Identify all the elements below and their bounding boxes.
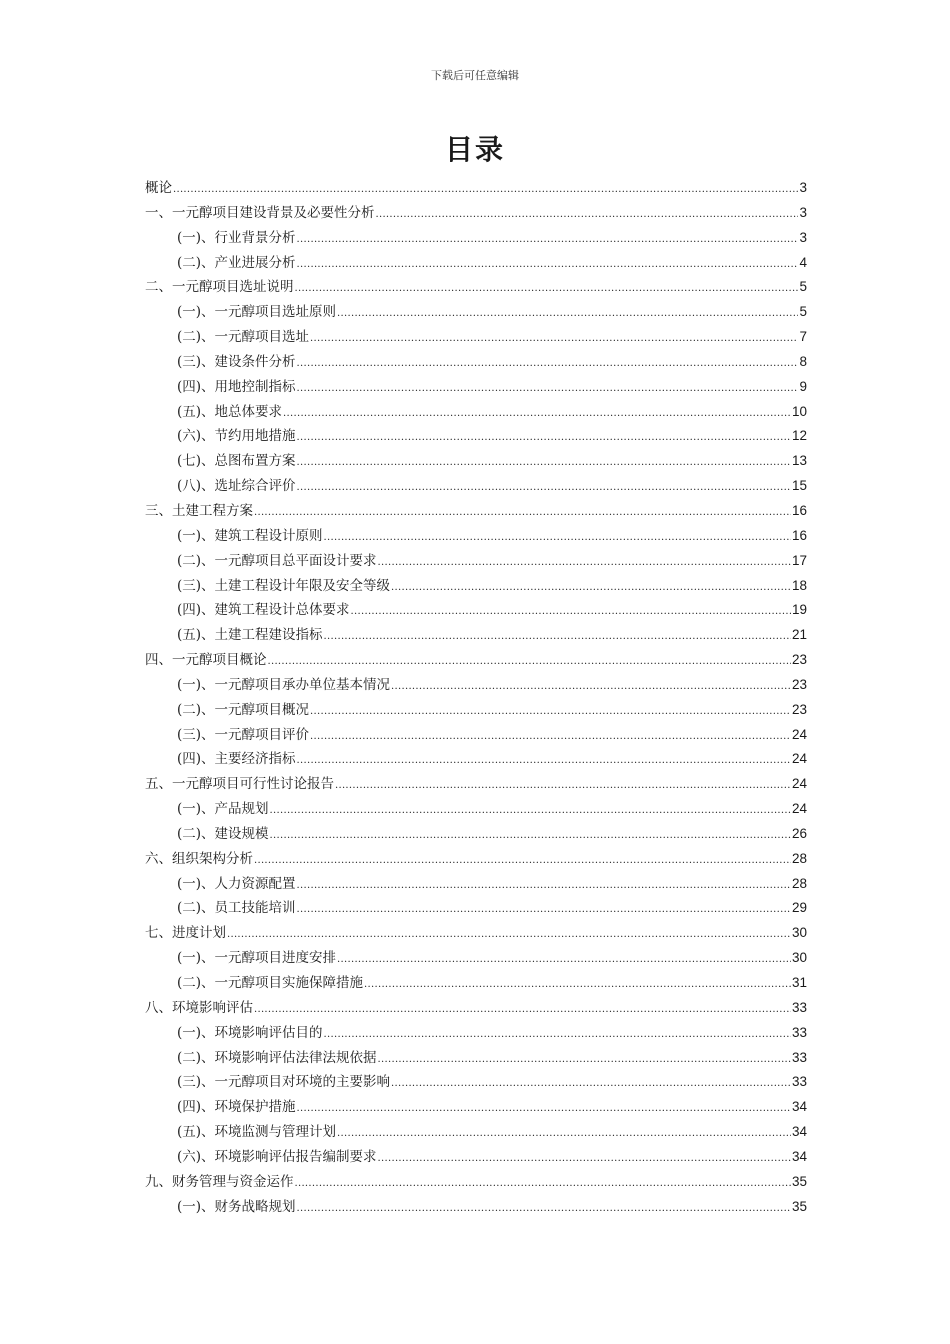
toc-entry[interactable] (145, 549, 807, 574)
toc-entry-label: 一、一元醇项目建设背景及必要性分析 (145, 204, 375, 221)
toc-entry-label: 七、进度计划 (145, 925, 226, 942)
toc-entry[interactable] (145, 996, 807, 1021)
toc-entry-page-number: 26 (791, 825, 807, 841)
toc-entry-label: (四)、环境保护措施 (177, 1099, 296, 1116)
toc-entry-page-number: 13 (791, 453, 807, 469)
toc-entry[interactable] (145, 971, 807, 996)
toc-entry-page-number: 34 (791, 1099, 807, 1115)
toc-entry[interactable] (145, 723, 807, 748)
download-note: 下载后可任意编辑 (431, 69, 519, 82)
toc-entry-page-number: 4 (799, 254, 807, 270)
toc-entry-label: (二)、建设规模 (177, 825, 269, 842)
toc-entry[interactable] (145, 251, 807, 276)
toc-entry-label: 概论 (145, 180, 172, 196)
toc-entry-page-number: 34 (791, 1124, 807, 1140)
toc-entry-label: (四)、主要经济指标 (177, 751, 296, 768)
dot-leader (254, 996, 791, 1023)
toc-entry-page-number: 23 (791, 676, 807, 692)
toc-entry-label: (一)、人力资源配置 (177, 875, 296, 892)
dot-leader (297, 226, 799, 253)
toc-entry[interactable] (145, 648, 807, 673)
toc-entry-label: 六、组织架构分析 (145, 850, 253, 867)
toc-entry-page-number: 24 (791, 726, 807, 742)
dot-leader (310, 698, 791, 725)
toc-entry[interactable] (145, 921, 807, 946)
toc-entry[interactable] (145, 325, 807, 350)
toc-entry[interactable] (145, 872, 807, 897)
toc-entry-page-number: 24 (791, 776, 807, 792)
toc-entry[interactable] (145, 822, 807, 847)
toc-entry-label: 二、一元醇项目选址说明 (145, 279, 294, 296)
table-of-contents (145, 176, 807, 1219)
toc-entry-page-number: 18 (791, 577, 807, 593)
dot-leader (297, 747, 791, 774)
toc-entry-label: 四、一元醇项目概论 (145, 652, 267, 669)
toc-entry-label: (一)、一元醇项目选址原则 (177, 304, 337, 321)
dot-leader (337, 300, 798, 327)
toc-entry[interactable] (145, 400, 807, 425)
toc-entry-page-number: 16 (791, 502, 807, 518)
toc-entry-page-number: 33 (791, 1074, 807, 1090)
toc-entry-page-number: 34 (791, 1148, 807, 1164)
toc-entry[interactable] (145, 574, 807, 599)
toc-entry[interactable] (145, 1021, 807, 1046)
dot-leader (297, 872, 791, 899)
toc-entry-label: (七)、总图布置方案 (177, 453, 296, 470)
toc-entry-page-number: 7 (799, 329, 807, 345)
toc-entry-page-number: 17 (791, 552, 807, 568)
dot-leader (254, 499, 791, 526)
toc-entry-page-number: 23 (791, 652, 807, 668)
toc-entry-label: (六)、节约用地措施 (177, 428, 296, 445)
dot-leader (268, 648, 791, 675)
dot-leader (297, 449, 791, 476)
toc-entry[interactable] (145, 176, 807, 201)
toc-entry-label: (二)、环境影响评估法律法规依据 (177, 1049, 377, 1066)
toc-entry-page-number: 10 (791, 403, 807, 419)
toc-entry[interactable] (145, 350, 807, 375)
dot-leader (297, 474, 791, 501)
toc-entry-label: (三)、一元醇项目评价 (177, 726, 310, 743)
dot-leader (297, 1095, 791, 1122)
toc-entry[interactable] (145, 1145, 807, 1170)
toc-entry[interactable] (145, 946, 807, 971)
page-title: 目录 (444, 133, 505, 166)
toc-entry-label: (六)、环境影响评估报告编制要求 (177, 1148, 377, 1165)
toc-entry[interactable] (145, 1046, 807, 1071)
toc-entry-label: 九、财务管理与资金运作 (145, 1173, 294, 1190)
toc-entry-page-number: 23 (791, 701, 807, 717)
toc-entry[interactable] (145, 1095, 807, 1120)
toc-entry-page-number: 24 (791, 801, 807, 817)
toc-entry[interactable] (145, 1195, 807, 1220)
dot-leader (391, 1070, 791, 1097)
dot-leader (297, 251, 799, 278)
toc-entry[interactable] (145, 623, 807, 648)
dot-leader (297, 896, 791, 923)
toc-entry[interactable] (145, 673, 807, 698)
dot-leader (337, 1120, 791, 1147)
toc-entry-page-number: 28 (791, 875, 807, 891)
dot-leader (295, 275, 799, 302)
toc-entry-label: (八)、选址综合评价 (177, 478, 296, 495)
toc-entry[interactable] (145, 275, 807, 300)
dot-leader (376, 201, 799, 228)
toc-entry[interactable] (145, 598, 807, 623)
dot-leader (391, 574, 791, 601)
dot-leader (270, 797, 791, 824)
toc-entry-label: (二)、产业进展分析 (177, 254, 296, 271)
toc-entry-label: (一)、一元醇项目承办单位基本情况 (177, 676, 391, 693)
toc-entry-page-number: 8 (799, 353, 807, 369)
toc-entry[interactable] (145, 499, 807, 524)
toc-entry-page-number: 30 (791, 925, 807, 941)
dot-leader (351, 598, 791, 625)
dot-leader (310, 723, 791, 750)
dot-leader (297, 350, 799, 377)
dot-leader (378, 1145, 791, 1172)
dot-leader (335, 772, 791, 799)
toc-entry[interactable] (145, 797, 807, 822)
dot-leader (297, 375, 799, 402)
toc-entry[interactable] (145, 300, 807, 325)
toc-entry-label: (二)、一元醇项目概况 (177, 701, 310, 718)
toc-entry-page-number: 15 (791, 478, 807, 494)
dot-leader (254, 847, 791, 874)
toc-entry-page-number: 29 (791, 900, 807, 916)
toc-entry-label: (一)、建筑工程设计原则 (177, 527, 323, 544)
toc-entry[interactable] (145, 449, 807, 474)
toc-entry-label: 五、一元醇项目可行性讨论报告 (145, 776, 334, 793)
toc-entry-label: (一)、环境影响评估目的 (177, 1024, 323, 1041)
dot-leader (310, 325, 798, 352)
dot-leader (227, 921, 791, 948)
toc-entry-page-number: 19 (791, 602, 807, 618)
dot-leader (297, 1195, 791, 1222)
toc-entry-label: 八、环境影响评估 (145, 999, 253, 1016)
toc-entry-label: (三)、一元醇项目对环境的主要影响 (177, 1074, 391, 1091)
toc-entry-label: (二)、一元醇项目总平面设计要求 (177, 552, 377, 569)
toc-entry[interactable] (145, 201, 807, 226)
dot-leader (173, 176, 798, 203)
toc-entry[interactable] (145, 747, 807, 772)
dot-leader (391, 673, 791, 700)
toc-entry-label: (二)、员工技能培训 (177, 900, 296, 917)
toc-entry-page-number: 5 (799, 279, 807, 295)
dot-leader (295, 1170, 791, 1197)
toc-entry-label: (一)、一元醇项目进度安排 (177, 950, 337, 967)
toc-entry-label: (五)、环境监测与管理计划 (177, 1124, 337, 1141)
toc-entry[interactable] (145, 698, 807, 723)
toc-entry-label: 三、土建工程方案 (145, 502, 253, 519)
toc-entry-page-number: 3 (799, 180, 807, 195)
toc-entry-page-number: 33 (791, 1049, 807, 1065)
toc-entry-page-number: 3 (799, 229, 807, 245)
toc-entry-label: (二)、一元醇项目选址 (177, 329, 310, 346)
toc-entry-label: (一)、产品规划 (177, 801, 269, 818)
toc-entry-page-number: 9 (799, 378, 807, 394)
toc-entry-label: (四)、建筑工程设计总体要求 (177, 602, 350, 619)
toc-entry-label: (四)、用地控制指标 (177, 378, 296, 395)
dot-leader (324, 1021, 791, 1048)
toc-entry[interactable] (145, 375, 807, 400)
toc-entry-page-number: 12 (791, 428, 807, 444)
toc-entry-label: (一)、财务战略规划 (177, 1198, 296, 1215)
toc-entry-page-number: 3 (799, 204, 807, 220)
toc-entry[interactable] (145, 1070, 807, 1095)
toc-entry[interactable] (145, 1170, 807, 1195)
toc-entry-page-number: 24 (791, 751, 807, 767)
toc-entry-page-number: 35 (791, 1198, 807, 1214)
toc-entry[interactable] (145, 226, 807, 251)
toc-entry-page-number: 16 (791, 527, 807, 543)
toc-entry-label: (三)、建设条件分析 (177, 353, 296, 370)
toc-entry-label: (三)、土建工程设计年限及安全等级 (177, 577, 391, 594)
toc-entry-page-number: 33 (791, 1024, 807, 1040)
toc-entry[interactable] (145, 847, 807, 872)
toc-entry[interactable] (145, 524, 807, 549)
dot-leader (364, 971, 791, 998)
toc-entry-label: (一)、行业背景分析 (177, 229, 296, 246)
toc-entry[interactable] (145, 474, 807, 499)
toc-entry-label: (五)、土建工程建设指标 (177, 627, 323, 644)
toc-entry[interactable] (145, 1120, 807, 1145)
toc-entry-label: (二)、一元醇项目实施保障措施 (177, 975, 364, 991)
toc-entry[interactable] (145, 424, 807, 449)
dot-leader (378, 1046, 791, 1073)
dot-leader (283, 400, 791, 427)
toc-entry-page-number: 5 (799, 304, 807, 320)
dot-leader (324, 524, 791, 551)
toc-entry[interactable] (145, 772, 807, 797)
toc-entry-page-number: 30 (791, 950, 807, 966)
toc-entry-label: (五)、地总体要求 (177, 403, 283, 420)
toc-entry-page-number: 28 (791, 850, 807, 866)
toc-entry-page-number: 35 (791, 1173, 807, 1189)
toc-entry-page-number: 21 (791, 627, 807, 643)
dot-leader (297, 424, 791, 451)
toc-entry[interactable] (145, 896, 807, 921)
toc-entry-page-number: 33 (791, 999, 807, 1015)
dot-leader (378, 549, 791, 576)
toc-entry-page-number: 31 (791, 975, 807, 990)
dot-leader (337, 946, 791, 973)
dot-leader (324, 623, 791, 650)
dot-leader (270, 822, 791, 849)
